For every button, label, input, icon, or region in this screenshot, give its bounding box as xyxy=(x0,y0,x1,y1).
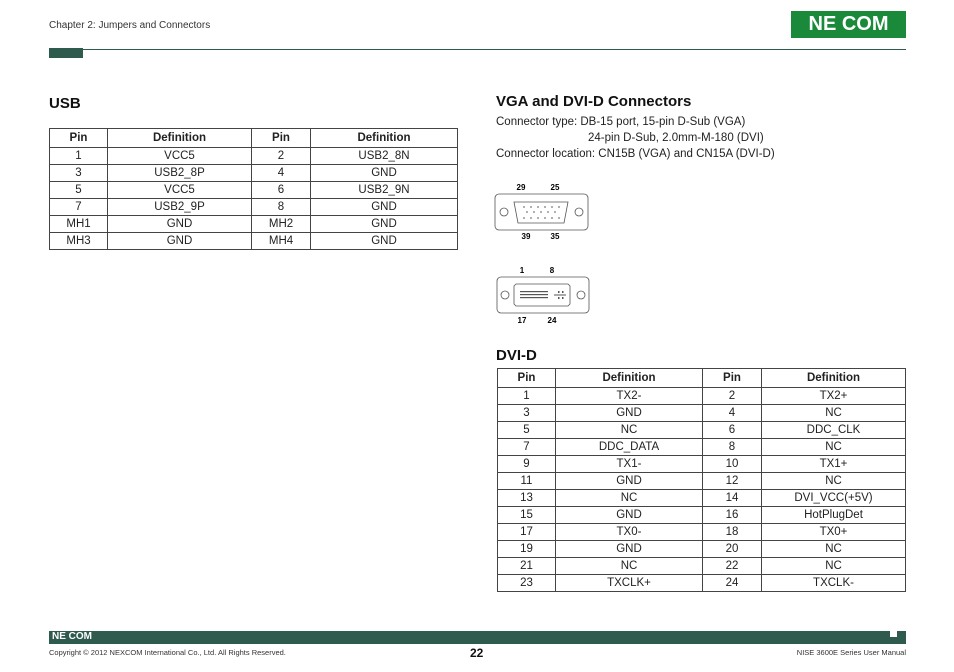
table-cell: 24 xyxy=(703,575,762,592)
table-cell: TXCLK- xyxy=(762,575,906,592)
table-cell: USB2_8P xyxy=(108,165,252,182)
table-cell: DDC_DATA xyxy=(556,439,703,456)
table-cell: 4 xyxy=(252,165,311,182)
table-cell: 8 xyxy=(703,439,762,456)
table-row xyxy=(498,558,906,575)
nexcom-logo xyxy=(791,11,906,38)
table-cell: TXCLK+ xyxy=(556,575,703,592)
table-cell: TX0- xyxy=(556,524,703,541)
connector-type-dvi: 24-pin D-Sub, 2.0mm-M-180 (DVI) xyxy=(588,132,764,144)
col-header: Definition xyxy=(762,369,906,388)
vga-label-25: 25 xyxy=(550,183,560,192)
table-row xyxy=(50,148,458,165)
table-row xyxy=(498,405,906,422)
table-cell: 3 xyxy=(50,165,108,182)
table-cell: GND xyxy=(556,473,703,490)
table-row xyxy=(498,388,906,405)
table-row xyxy=(50,233,458,250)
table-cell: 10 xyxy=(703,456,762,473)
table-cell: GND xyxy=(311,233,458,250)
table-cell: NC xyxy=(762,473,906,490)
footer-logo: NE COM xyxy=(52,631,92,642)
table-cell: DDC_CLK xyxy=(762,422,906,439)
vga-label-35: 35 xyxy=(550,232,560,241)
usb-table-header xyxy=(50,129,458,148)
table-cell: NC xyxy=(762,558,906,575)
col-header: Definition xyxy=(311,129,458,148)
table-cell: 4 xyxy=(703,405,762,422)
table-cell: NC xyxy=(556,558,703,575)
table-row xyxy=(498,524,906,541)
col-header: Definition xyxy=(108,129,252,148)
table-cell: DVI_VCC(+5V) xyxy=(762,490,906,507)
table-cell: NC xyxy=(762,439,906,456)
table-cell: 9 xyxy=(498,456,556,473)
copyright: Copyright © 2012 NEXCOM International Co., Ltd. All Rights Reserved. xyxy=(49,648,286,657)
table-cell: GND xyxy=(311,199,458,216)
usb-pin-table xyxy=(49,128,458,250)
col-header: Definition xyxy=(556,369,703,388)
col-header: Pin xyxy=(498,369,556,388)
table-cell: 8 xyxy=(252,199,311,216)
table-cell: MH2 xyxy=(252,216,311,233)
table-cell: 20 xyxy=(703,541,762,558)
vga-dvi-heading: VGA and DVI-D Connectors xyxy=(496,93,692,110)
table-cell: GND xyxy=(311,216,458,233)
table-cell: 16 xyxy=(703,507,762,524)
table-cell: NC xyxy=(556,490,703,507)
table-row xyxy=(498,507,906,524)
dvi-label-24: 24 xyxy=(547,316,557,325)
table-cell: 5 xyxy=(50,182,108,199)
vga-label-39: 39 xyxy=(521,232,531,241)
table-row xyxy=(498,422,906,439)
header-rule xyxy=(49,49,906,50)
footer-corner-square xyxy=(890,637,897,644)
table-cell: TX0+ xyxy=(762,524,906,541)
table-cell: GND xyxy=(556,507,703,524)
table-cell: TX2- xyxy=(556,388,703,405)
table-cell: 1 xyxy=(50,148,108,165)
table-cell: 6 xyxy=(703,422,762,439)
table-cell: MH3 xyxy=(50,233,108,250)
table-cell: MH4 xyxy=(252,233,311,250)
table-row xyxy=(50,216,458,233)
table-cell: 7 xyxy=(498,439,556,456)
dvi-label-8: 8 xyxy=(549,266,555,275)
table-cell: USB2_9N xyxy=(311,182,458,199)
table-cell: 1 xyxy=(498,388,556,405)
table-row xyxy=(498,439,906,456)
table-row xyxy=(498,490,906,507)
vga-connector-diagram xyxy=(494,180,590,242)
table-cell: 6 xyxy=(252,182,311,199)
connector-type: Connector type: DB-15 port, 15-pin D-Sub (VGA) xyxy=(496,116,746,128)
table-cell: 22 xyxy=(703,558,762,575)
table-cell: 21 xyxy=(498,558,556,575)
page-number: 22 xyxy=(470,646,484,660)
table-cell: USB2_9P xyxy=(108,199,252,216)
table-cell: 13 xyxy=(498,490,556,507)
dvi-d-heading: DVI-D xyxy=(496,347,537,364)
col-header: Pin xyxy=(252,129,311,148)
connector-location: Connector location: CN15B (VGA) and CN15A (DVI-D) xyxy=(496,148,775,160)
table-cell: 2 xyxy=(703,388,762,405)
table-cell: NC xyxy=(556,422,703,439)
table-row xyxy=(50,165,458,182)
table-cell: USB2_8N xyxy=(311,148,458,165)
table-cell: VCC5 xyxy=(108,148,252,165)
table-cell: GND xyxy=(556,405,703,422)
table-cell: 7 xyxy=(50,199,108,216)
table-cell: 5 xyxy=(498,422,556,439)
table-cell: GND xyxy=(556,541,703,558)
table-cell: NC xyxy=(762,541,906,558)
dvi-table-header xyxy=(498,369,906,388)
dvi-d-pin-table xyxy=(497,368,906,592)
table-cell: GND xyxy=(108,216,252,233)
footer-bar xyxy=(49,631,906,644)
usb-heading: USB xyxy=(49,95,81,112)
footer-corner-square xyxy=(899,637,906,644)
table-cell: GND xyxy=(311,165,458,182)
chapter-title: Chapter 2: Jumpers and Connectors xyxy=(49,20,211,31)
table-cell: 2 xyxy=(252,148,311,165)
table-cell: 12 xyxy=(703,473,762,490)
table-cell: 17 xyxy=(498,524,556,541)
table-cell: MH1 xyxy=(50,216,108,233)
col-header: Pin xyxy=(703,369,762,388)
table-cell: 3 xyxy=(498,405,556,422)
dvi-label-17: 17 xyxy=(517,316,527,325)
table-cell: 18 xyxy=(703,524,762,541)
table-cell: TX1+ xyxy=(762,456,906,473)
table-row xyxy=(50,182,458,199)
table-cell: HotPlugDet xyxy=(762,507,906,524)
table-cell: 19 xyxy=(498,541,556,558)
table-row xyxy=(498,575,906,592)
table-cell: TX1- xyxy=(556,456,703,473)
manual-title: NISE 3600E Series User Manual xyxy=(796,648,906,657)
table-cell: TX2+ xyxy=(762,388,906,405)
table-row xyxy=(498,541,906,558)
table-cell: 11 xyxy=(498,473,556,490)
col-header: Pin xyxy=(50,129,108,148)
table-cell: 14 xyxy=(703,490,762,507)
table-cell: 23 xyxy=(498,575,556,592)
table-cell: NC xyxy=(762,405,906,422)
dvi-label-1: 1 xyxy=(519,266,525,275)
table-row xyxy=(498,473,906,490)
dvi-connector-diagram xyxy=(494,263,592,325)
vga-label-29: 29 xyxy=(516,183,526,192)
table-cell: VCC5 xyxy=(108,182,252,199)
table-cell: GND xyxy=(108,233,252,250)
table-row xyxy=(498,456,906,473)
table-row xyxy=(50,199,458,216)
logo-text: NE COM xyxy=(808,13,889,35)
table-cell: 15 xyxy=(498,507,556,524)
